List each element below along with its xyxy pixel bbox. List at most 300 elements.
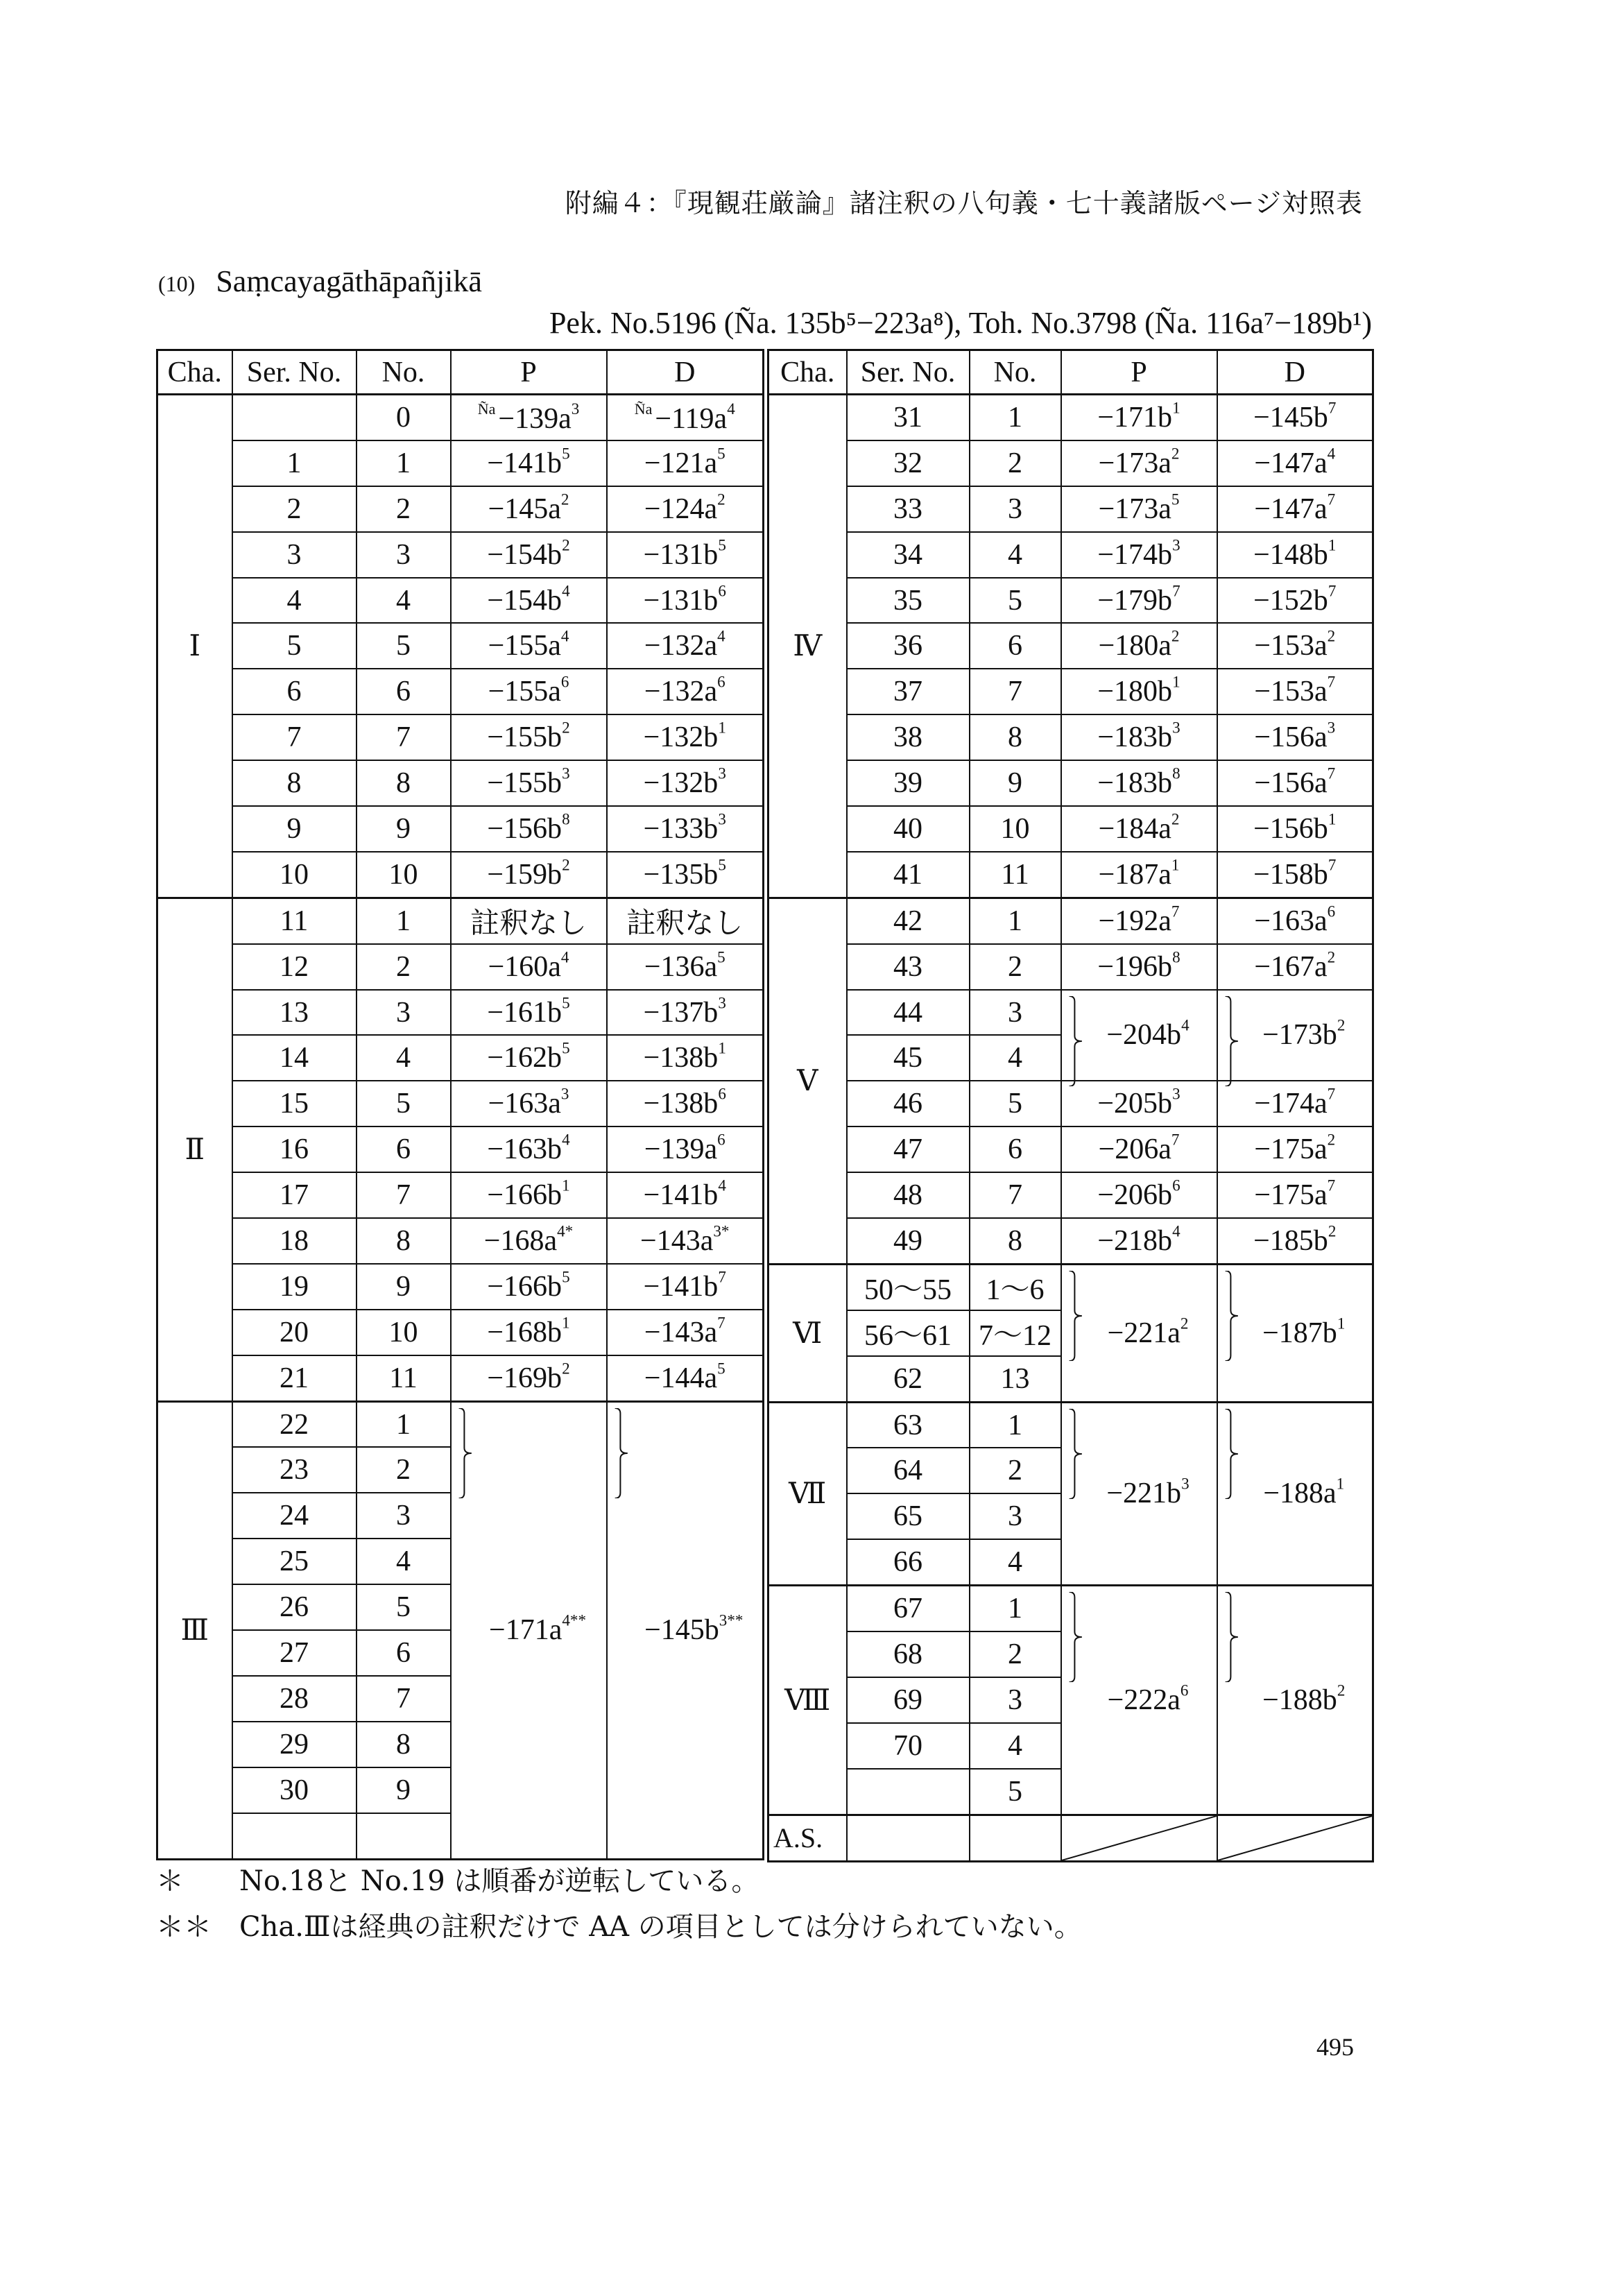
ser-no-cell: 30 (232, 1767, 357, 1813)
p-cell (451, 578, 607, 624)
chapter-cell: Ⅳ (768, 395, 847, 898)
no-cell (970, 1815, 1061, 1861)
ser-no-cell: 22 (232, 1401, 357, 1447)
no-cell: 4 (357, 578, 451, 624)
table-row (157, 1218, 764, 1264)
brace-icon (1067, 1409, 1085, 1499)
p-cell (451, 532, 607, 578)
folio-value: −166b (487, 1179, 563, 1212)
footnote-text: No.18と No.19 は順番が逆転している。 (239, 1865, 759, 1897)
ser-no-cell: 29 (232, 1722, 357, 1767)
folio-value: −141b (487, 447, 563, 479)
folio-value: −166b (487, 1270, 563, 1303)
folio-value: −152b (1253, 584, 1328, 617)
line-number: 3 (1172, 718, 1180, 737)
p-cell (451, 1310, 607, 1355)
line-number: 3 (560, 1084, 569, 1103)
brace-icon (1067, 1271, 1085, 1361)
folio-value: −171a (489, 1614, 563, 1647)
p-cell (1061, 714, 1217, 760)
p-cell (1061, 532, 1217, 578)
folio-value: −162b (487, 1042, 563, 1074)
d-cell (1217, 669, 1373, 714)
line-number: 1 (1171, 855, 1180, 874)
ser-no-cell: 16 (232, 1126, 357, 1172)
folio-value: −138b (643, 1042, 719, 1074)
d-cell (607, 1126, 764, 1172)
p-cell (451, 1126, 607, 1172)
ser-no-cell: 37 (847, 669, 970, 714)
line-number: 5 (718, 855, 726, 874)
line-number: 7 (718, 1267, 726, 1286)
folio-value: −132a (644, 676, 718, 708)
table-row (768, 1126, 1373, 1172)
line-number: 7 (1171, 1130, 1180, 1149)
brace-icon (1223, 996, 1242, 1086)
p-cell (1061, 395, 1217, 440)
p-cell (1061, 1264, 1217, 1402)
header-no: No. (970, 350, 1061, 395)
d-cell (607, 1218, 764, 1264)
ser-no-cell: 10 (232, 852, 357, 898)
line-number: 8 (1172, 764, 1180, 782)
p-cell (1061, 990, 1217, 1081)
d-cell (1217, 578, 1373, 624)
folio-value: −163b (487, 1133, 563, 1166)
p-cell (451, 1401, 607, 1859)
table-row (768, 486, 1373, 532)
ser-no-cell: 26 (232, 1584, 357, 1630)
ser-no-cell (847, 1769, 970, 1815)
table-row (768, 1218, 1373, 1264)
table-row (157, 486, 764, 532)
line-number: 7 (717, 1313, 725, 1332)
table-row (768, 623, 1373, 669)
folio-value: −132b (643, 767, 719, 800)
header-cha: Cha. (157, 350, 232, 395)
ser-no-cell: 23 (232, 1447, 357, 1493)
section-title (158, 264, 482, 299)
line-number: 3 (571, 399, 580, 418)
folio-value: −147a (1254, 492, 1328, 525)
no-cell: 3 (357, 1493, 451, 1539)
footnote-mark: ＊ (156, 1865, 184, 1897)
table-row (157, 532, 764, 578)
line-number: 1 (1328, 535, 1337, 554)
d-cell (607, 1401, 764, 1859)
no-cell: 8 (970, 1218, 1061, 1264)
folio-value: −155b (487, 721, 563, 754)
no-cell: 13 (970, 1356, 1061, 1402)
ser-no-cell: 44 (847, 990, 970, 1036)
folio-value: −131b (643, 538, 719, 571)
p-cell (1061, 944, 1217, 990)
no-cell: 6 (970, 1126, 1061, 1172)
no-cell: 1〜6 (970, 1264, 1061, 1310)
no-cell: 1 (357, 1401, 451, 1447)
p-cell (1061, 578, 1217, 624)
line-number: 1 (718, 1038, 726, 1057)
line-number: 4 (717, 626, 725, 645)
diagonal-line (1218, 1816, 1373, 1860)
folio-value: −187a (1098, 858, 1171, 891)
line-number: 1 (1172, 672, 1180, 691)
d-cell (1217, 944, 1373, 990)
d-cell (1217, 623, 1373, 669)
folio-value: −168a (483, 1224, 558, 1257)
no-cell: 1 (357, 898, 451, 943)
d-cell (607, 1172, 764, 1218)
diagonal-line (1062, 1816, 1217, 1860)
d-cell (1217, 1586, 1373, 1815)
p-cell (451, 806, 607, 852)
ser-no-cell: 19 (232, 1264, 357, 1310)
folio-value: −175a (1254, 1133, 1328, 1166)
ser-no-cell: 4 (232, 578, 357, 624)
table-row (768, 1815, 1373, 1861)
folio-value: −141b (643, 1179, 719, 1212)
p-cell (451, 623, 607, 669)
d-cell (1217, 1126, 1373, 1172)
ser-no-cell: 34 (847, 532, 970, 578)
line-number: 3 (1181, 1474, 1190, 1493)
no-cell: 4 (970, 1539, 1061, 1585)
table-row (157, 1264, 764, 1310)
line-number: 6 (718, 581, 726, 599)
no-cell: 7 (357, 714, 451, 760)
concordance-table-left (156, 349, 764, 1860)
line-number: 2 (1327, 1130, 1336, 1149)
d-cell (607, 852, 764, 898)
d-cell (607, 760, 764, 806)
line-number: 4 (562, 1130, 570, 1149)
ser-no-cell: 38 (847, 714, 970, 760)
line-number: 8 (562, 809, 570, 828)
line-number: 6 (718, 1084, 726, 1103)
d-cell (1217, 898, 1373, 943)
table-row (157, 1126, 764, 1172)
table-row (768, 669, 1373, 714)
p-cell (451, 1035, 607, 1081)
p-cell (1061, 1218, 1217, 1264)
d-cell (607, 532, 764, 578)
d-cell (607, 1310, 764, 1355)
ser-no-cell: 67 (847, 1586, 970, 1631)
table-row (768, 1402, 1373, 1448)
folio-value: −179b (1097, 584, 1173, 617)
folio-value: −138b (643, 1088, 719, 1120)
line-number: 2 (1337, 1016, 1346, 1034)
folio-value: −218b (1097, 1224, 1173, 1257)
footnote-1 (156, 1859, 759, 1899)
d-cell (1217, 440, 1373, 486)
p-cell (451, 1264, 607, 1310)
no-cell: 3 (357, 532, 451, 578)
line-number: 4 (727, 399, 735, 418)
no-cell: 4 (970, 1723, 1061, 1769)
line-number: 2 (1328, 1222, 1337, 1240)
no-cell: 2 (970, 440, 1061, 486)
no-cell: 4 (357, 1539, 451, 1584)
folio-value: −168b (487, 1316, 563, 1348)
d-cell (607, 669, 764, 714)
ser-no-cell: 32 (847, 440, 970, 486)
line-number: 7 (1171, 902, 1180, 920)
line-number: 4* (557, 1222, 574, 1240)
chapter-cell: Ⅵ (768, 1264, 847, 1402)
table-row (768, 898, 1373, 943)
d-cell (607, 1081, 764, 1126)
folio-value: −156b (1253, 812, 1328, 845)
folio-value: −155a (488, 676, 561, 708)
line-number: 2 (1327, 948, 1336, 966)
ser-no-cell: 36 (847, 623, 970, 669)
folio-value: −155a (488, 630, 561, 662)
table-row (768, 1264, 1373, 1310)
folio-value: −145b (644, 1614, 719, 1647)
line-number: 3 (562, 764, 570, 782)
p-cell (1061, 1081, 1217, 1126)
p-cell (451, 1172, 607, 1218)
folio-value: −154b (487, 584, 563, 617)
folio-value: −206a (1098, 1133, 1171, 1166)
line-number: 3* (713, 1222, 730, 1240)
p-cell (1061, 760, 1217, 806)
chapter-cell: Ⅷ (768, 1586, 847, 1815)
folio-value: −160a (488, 950, 561, 983)
table-row (157, 990, 764, 1036)
ser-no-cell: 31 (847, 395, 970, 440)
ser-no-cell: 15 (232, 1081, 357, 1126)
table-row (768, 1081, 1373, 1126)
line-number: 4** (562, 1611, 586, 1629)
d-cell (1217, 714, 1373, 760)
p-cell (451, 990, 607, 1036)
brace-icon (1067, 1592, 1085, 1682)
d-cell (607, 990, 764, 1036)
ser-no-cell: 14 (232, 1035, 357, 1081)
line-number: 7 (1327, 764, 1336, 782)
folio-value: −143a (644, 1316, 718, 1348)
table-row (157, 760, 764, 806)
folio-value: −163a (1254, 905, 1328, 937)
table-row (157, 623, 764, 669)
ser-no-cell: 33 (847, 486, 970, 532)
line-number: 7 (1328, 398, 1337, 417)
p-cell (1061, 623, 1217, 669)
p-cell (1061, 486, 1217, 532)
chapter-cell: Ⅲ (157, 1401, 232, 1859)
ser-no-cell: 25 (232, 1539, 357, 1584)
header-p: P (451, 350, 607, 395)
section-title-text: Saṃcayagāthāpañjikā (216, 264, 482, 298)
line-number: 2 (1180, 1314, 1189, 1333)
folio-value: −163a (488, 1088, 561, 1120)
line-number: 1 (1172, 398, 1180, 417)
line-number: 3 (1327, 718, 1336, 737)
chapter-cell: Ⅴ (768, 898, 847, 1264)
no-cell: 3 (970, 486, 1061, 532)
line-number: 5 (717, 948, 725, 966)
d-cell (607, 395, 764, 440)
p-cell (451, 898, 607, 943)
folio-value: −133b (643, 812, 719, 845)
p-cell (1061, 898, 1217, 943)
d-cell (607, 486, 764, 532)
ser-no-cell: 40 (847, 806, 970, 852)
d-cell (1217, 486, 1373, 532)
d-cell (1217, 806, 1373, 852)
footnote-text: Cha.Ⅲは経典の註釈だけで AA の項目としては分けられていない。 (239, 1911, 1082, 1943)
folio-value: −156b (487, 812, 563, 845)
no-cell: 7 (970, 1172, 1061, 1218)
table-row (157, 714, 764, 760)
d-cell (1217, 990, 1373, 1081)
ser-no-cell: 66 (847, 1539, 970, 1585)
folio-value: −156a (1254, 767, 1328, 800)
no-cell: 8 (357, 760, 451, 806)
no-cell: 8 (970, 714, 1061, 760)
no-cell: 5 (357, 623, 451, 669)
no-cell: 6 (357, 669, 451, 714)
d-cell (607, 1264, 764, 1310)
folio-value: 註釈なし (470, 907, 587, 940)
folio-value: −148b (1253, 538, 1328, 571)
d-cell (607, 944, 764, 990)
folio-value: −187b (1262, 1317, 1337, 1349)
line-number: 5 (562, 993, 570, 1011)
folio-value: −137b (643, 996, 719, 1029)
ser-no-cell: 28 (232, 1676, 357, 1722)
folio-prefix: Ña (634, 400, 653, 418)
line-number: 4 (718, 1176, 726, 1194)
ser-no-cell: 64 (847, 1448, 970, 1493)
folio-value: −144a (644, 1362, 718, 1394)
header-row (157, 350, 764, 395)
folio-value: −174a (1254, 1088, 1328, 1120)
line-number: 5 (1171, 490, 1180, 508)
ser-no-cell: 21 (232, 1355, 357, 1401)
p-cell (451, 760, 607, 806)
line-number: 3 (1172, 1084, 1180, 1103)
table-row (768, 1172, 1373, 1218)
ser-no-cell: 65 (847, 1493, 970, 1539)
no-cell: 0 (357, 395, 451, 440)
no-cell: 2 (970, 944, 1061, 990)
header-d: D (1217, 350, 1373, 395)
table-row (768, 395, 1373, 440)
no-cell: 8 (357, 1722, 451, 1767)
d-cell (607, 898, 764, 943)
folio-value: −188b (1262, 1684, 1337, 1716)
folio-value: −139a (644, 1133, 718, 1166)
line-number: 5 (717, 444, 725, 463)
d-cell (607, 806, 764, 852)
d-cell (607, 440, 764, 486)
no-cell: 1 (970, 1402, 1061, 1448)
ser-no-cell: 3 (232, 532, 357, 578)
ser-no-cell: 9 (232, 806, 357, 852)
ser-no-cell: 17 (232, 1172, 357, 1218)
line-number: 6 (717, 1130, 725, 1149)
no-cell: 5 (357, 1081, 451, 1126)
no-cell: 10 (357, 852, 451, 898)
header-no: No. (357, 350, 451, 395)
line-number: 2 (562, 535, 570, 554)
d-cell (607, 578, 764, 624)
table-row (157, 1310, 764, 1355)
d-cell (607, 714, 764, 760)
no-cell: 5 (357, 1584, 451, 1630)
ser-no-cell: 63 (847, 1402, 970, 1448)
brace-icon (1223, 1592, 1242, 1682)
p-cell (451, 669, 607, 714)
line-number: 7 (1327, 1176, 1336, 1194)
no-cell: 1 (970, 395, 1061, 440)
ser-no-cell: 62 (847, 1356, 970, 1402)
no-cell: 4 (970, 532, 1061, 578)
section-number: (10) (158, 271, 196, 296)
d-cell (607, 623, 764, 669)
folio-value: −153a (1254, 676, 1328, 708)
p-cell (1061, 440, 1217, 486)
no-cell: 6 (357, 1126, 451, 1172)
header-row (768, 350, 1373, 395)
line-number: 2 (1171, 809, 1180, 828)
table-row (768, 806, 1373, 852)
line-number: 1 (562, 1176, 570, 1194)
no-cell: 2 (357, 944, 451, 990)
folio-value: −132a (644, 630, 718, 662)
line-number: 7 (1328, 855, 1337, 874)
table-row (768, 990, 1373, 1036)
ser-no-cell: 7 (232, 714, 357, 760)
no-cell: 1 (970, 898, 1061, 943)
line-number: 4 (1181, 1016, 1190, 1034)
no-cell: 9 (357, 1767, 451, 1813)
folio-value: −132b (643, 721, 719, 754)
no-cell: 11 (357, 1355, 451, 1401)
table-row (157, 1355, 764, 1401)
folio-value: −183b (1097, 721, 1173, 754)
ser-no-cell: 43 (847, 944, 970, 990)
brace-icon (457, 1408, 475, 1498)
ser-no-cell: 12 (232, 944, 357, 990)
p-cell (451, 1081, 607, 1126)
line-number: 3** (719, 1611, 744, 1629)
table-row (157, 806, 764, 852)
table-row (768, 532, 1373, 578)
ser-no-cell: 70 (847, 1723, 970, 1769)
ser-no-cell: 6 (232, 669, 357, 714)
d-cell (1217, 1815, 1373, 1861)
p-cell (1061, 1815, 1217, 1861)
ser-no-cell: 39 (847, 760, 970, 806)
table-row (157, 395, 764, 440)
folio-value: −136a (644, 950, 718, 983)
no-cell: 7 (357, 1676, 451, 1722)
table-row (768, 852, 1373, 898)
ser-no-cell (232, 395, 357, 440)
folio-value: −119a (655, 402, 728, 435)
no-cell: 4 (970, 1035, 1061, 1081)
ser-no-cell: 35 (847, 578, 970, 624)
table-row (157, 1035, 764, 1081)
ser-no-cell: 20 (232, 1310, 357, 1355)
line-number: 7 (1172, 581, 1180, 599)
table-row (768, 578, 1373, 624)
no-cell: 9 (970, 760, 1061, 806)
